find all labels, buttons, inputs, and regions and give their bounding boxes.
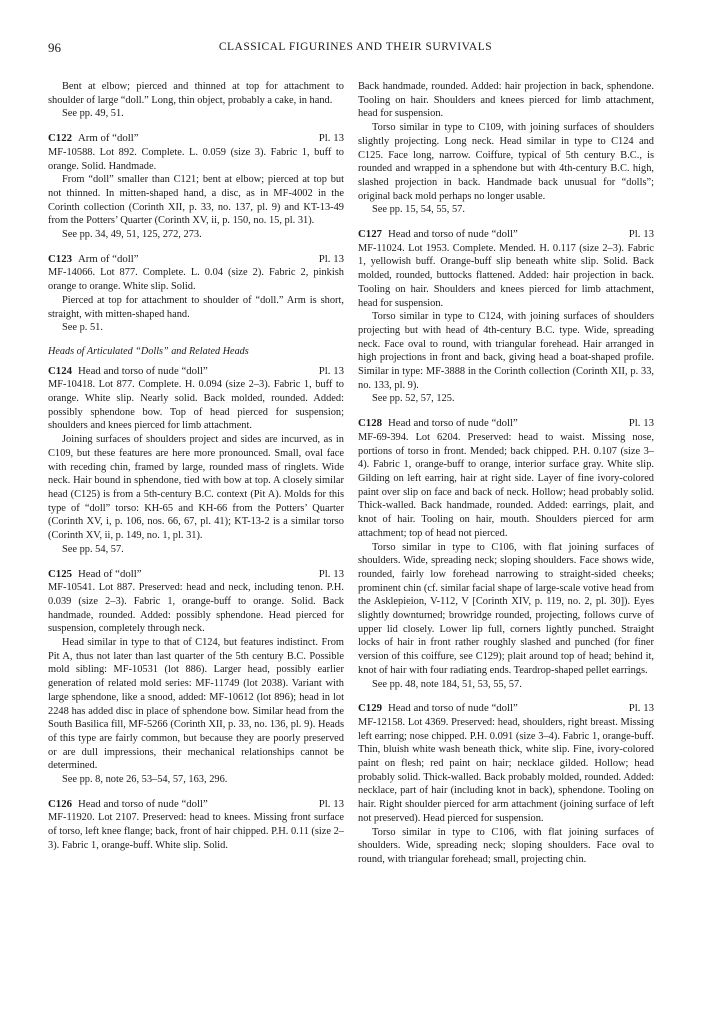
catalog-number: C128 <box>358 417 382 430</box>
plate-reference: Pl. 13 <box>318 252 344 265</box>
entry-heading-c128 <box>358 417 654 431</box>
entry-heading-c125 <box>48 568 344 582</box>
continuation-text: Bent at elbow; pierced and thinned at top for attachment to shoulder of large “doll.” Long, thin object, probably a cake, in hand. <box>48 81 344 106</box>
entry-title: Arm of “doll” <box>78 132 139 145</box>
catalog-number: C127 <box>358 228 382 241</box>
entry-heading-c126 <box>48 798 344 812</box>
entry-description: Torso similar in type to C109, with joining surfaces of shoulders slightly projecting. Long neck. Head similar in type to C124 and C125. Face long, narrow. Coiffure, typical of 5th century B.C., is rounded and wrapped in a sphendone but with 4th-century B.C. high, slashed projection in back. Handmade back unusual for “dolls”; original back mold perhaps no longer usable. <box>358 122 654 202</box>
section-heading: Heads of Articulated “Dolls” and Related Heads <box>48 345 249 357</box>
entry-data: MF-14066. Lot 877. Complete. L. 0.04 (size 2). Fabric 2, pinkish orange to orange. White slip. Solid. <box>48 267 344 293</box>
entry-description: Head similar in type to that of C124, but features indistinct. From Pit A, thus not later than last quarter of the 5th century B.C. Possible mold sibling: MF-10531 (lot 886). Larger head, possibly earlier generation of related mold series: MF-11749 (lot 2038). Variant with large sphendone, like a snood, added: MF-10612 (lot 896); head in lot 2248 has added disc in place of sphendone bow. Similar head from the South Basilica fill, MF-5266 (Corinth XII, p. 33, no. 136, pl. 9). Heads of this type are fairly common, but because they are poorly preserved or are dull impressions, their mechanical relationships cannot be determined. <box>48 637 344 772</box>
see-reference: See p. 51. <box>62 322 103 334</box>
entry-data: MF-69-394. Lot 6204. Preserved: head to waist. Missing nose, portions of torso in front. Mended; back chipped. P.H. 0.107 (size 3–4). Fabric 1, orange-buff to orange, interior surface gray. White slip. Gilding on left earring, hair at right side. Layer of fine ivory-colored paint over slip on face and back of neck. Hollow; head probably solid. Thick-walled. Back handmade, rounded. Added: earrings, plait, and knot of hair. Tooling on hair, mouth. Shoulders pierced for arm attachment; top of head not pierced. <box>358 431 654 539</box>
entry-data: MF-11024. Lot 1953. Complete. Mended. H. 0.117 (size 2–3). Fabric 1, yellowish buff. Orange-buff slip beneath white slip. Solid. Back molded, rounded, buttocks flattened. Added: hair projection in back. Tooling on hair. Shoulders and knees pierced for limb attachment, head for suspension. <box>358 242 654 309</box>
catalog-number: C125 <box>48 567 72 580</box>
entry-title: Head and torso of nude “doll” <box>78 797 208 810</box>
entry-title: Head and torso of nude “doll” <box>388 702 518 715</box>
plate-reference: Pl. 13 <box>318 132 344 145</box>
entry-title: Head of “doll” <box>78 567 142 580</box>
entry-description: Torso similar in type to C124, with joining surfaces of shoulders projecting but with head of 4th-century B.C. type. Wide, spreading neck. Face oval to round, with triangular forehead. Hair arranged in high projections in front and back, giving head a boat-shaped profile. Similar in type: MF-3888 in the Corinth collection (Corinth XII, p. 33, no. 133, pl. 9). <box>358 311 654 391</box>
catalog-number: C124 <box>48 364 72 377</box>
entry-data: MF-10418. Lot 877. Complete. H. 0.094 (size 2–3). Fabric 1, buff to orange. White slip. Nearly solid. Back molded, rounded. Added: possibly sphendone bow. Top of head pierced for suspension; shoulders and knees pierced for limb attachment. <box>48 379 344 432</box>
entry-heading-c123 <box>48 253 344 267</box>
entry-heading-c122 <box>48 132 344 146</box>
running-title: CLASSICAL FIGURINES AND THEIR SURVIVALS <box>218 41 493 53</box>
page-header <box>48 40 663 60</box>
plate-reference: Pl. 13 <box>318 567 344 580</box>
entry-title: Arm of “doll” <box>78 252 139 265</box>
see-reference: See pp. 54, 57. <box>62 543 124 555</box>
entry-title: Head and torso of nude “doll” <box>78 364 208 377</box>
entry-description: From “doll” smaller than C121; bent at elbow; pierced at top but not thinned. In mitten-shaped hand, a disc, as in MF-4002 in the Corinth collection (Corinth XII, p. 33, no. 137, pl. 9) and KT-13-49 from the Potters’ Quarter (Corinth XV, ii, p. 150, no. 15, pl. 31). <box>48 174 344 227</box>
catalog-number: C122 <box>48 132 72 145</box>
entry-heading-c129 <box>358 702 654 716</box>
see-reference: See pp. 49, 51. <box>62 108 124 120</box>
see-reference: See pp. 15, 54, 55, 57. <box>372 204 465 216</box>
entry-description: Torso similar in type to C106, with flat joining surfaces of shoulders. Wide, spreading neck; sloping shoulders. Face oval to round, with triangular forehead; small, projecting chin. <box>358 826 654 865</box>
entry-data: MF-10588. Lot 892. Complete. L. 0.059 (size 3). Fabric 1, buff to orange. Solid. Handmade. <box>48 146 344 172</box>
catalog-number: C129 <box>358 702 382 715</box>
page-number: 96 <box>48 40 61 55</box>
plate-reference: Pl. 13 <box>318 364 344 377</box>
left-column <box>48 80 344 853</box>
entry-heading-c124 <box>48 365 344 379</box>
entry-description: Pierced at top for attachment to shoulder of “doll.” Arm is short, straight, with mitten-shaped hand. <box>48 294 344 320</box>
entry-title: Head and torso of nude “doll” <box>388 417 518 430</box>
entry-heading-c127 <box>358 228 654 242</box>
continuation-text: Back handmade, rounded. Added: hair projection in back, sphendone. Tooling on hair. Shoulders and knees pierced for limb attachment, head for suspension. <box>358 81 654 120</box>
see-reference: See pp. 34, 49, 51, 125, 272, 273. <box>62 229 202 241</box>
see-reference: See pp. 8, note 26, 53–54, 57, 163, 296. <box>62 774 228 786</box>
entry-data: MF-12158. Lot 4369. Preserved: head, shoulders, right breast. Missing left earring; nose chipped. P.H. 0.091 (size 3–4). Fabric 1, orange-buff. Thin, bluish white wash beneath thick, white slip. Fine, ivory-colored paint on flesh; red paint on hair; necklace gilded. Hollow; head probably solid. Thick-walled. Back probably molded, rounded. Added: necklace, part of hair (including knot in back), sphendone. Tooling on hair. Right shoulder pierced for arm attachment (joining surface of left not preserved). Head pierced for suspension. <box>358 716 654 824</box>
see-reference: See pp. 48, note 184, 51, 53, 55, 57. <box>372 678 522 690</box>
catalog-number: C123 <box>48 252 72 265</box>
plate-reference: Pl. 13 <box>628 228 654 241</box>
right-column <box>358 80 654 867</box>
entry-description: Torso similar in type to C106, with flat joining surfaces of shoulders. Wide, spreading neck; sloping shoulders. Face shows wide, rounded, fairly low forehead narrowing to straight-sided cheeks; prominent chin (cf. similar facial shape of large-scale votive head from the Asklepieion, V-112, V [Corinth XIV, p. 119, no. 2, pl. 30]). Eyes slightly downturned; browridge rounded, projecting, follows curve of upper lid closely. Lower lip full, corners lightly punched. Straight locks of hair in front rather roughly slashed and punched (for finer version of this coiffure, see C129); plait around top of head; behind it, knot of hair with four radiating ends. Teardrop-shaped pellet earrings. <box>358 541 654 676</box>
see-reference: See pp. 52, 57, 125. <box>372 393 455 405</box>
catalog-number: C126 <box>48 797 72 810</box>
entry-description: Joining surfaces of shoulders project and sides are incurved, as in C109, but these features are here more pronounced. Small, oval face with receding chin, framed by large, rounded mass of ringlets. Wide neck. Hair bound in sphendone, tied with bow at top. A closely similar head (C125) is from a 5th-century B.C. context (Pit A). Molds for this type of “doll” torso: KH-65 and KH-66 from the Potters’ Quarter (Corinth XV, i, p. 106, nos. 66, 67, pl. 41); KT-13-2 is a similar torso (Corinth XV, ii, p. 149, no. 1, pl. 31). <box>48 434 344 542</box>
entry-data: MF-10541. Lot 887. Preserved: head and neck, including tenon. P.H. 0.039 (size 2–3). Fabric 1, orange-buff to orange. Solid. Back handmade, rounded. Added: possibly sphendone. Head pierced for suspension, completely through neck. <box>48 582 344 635</box>
entry-data: MF-11920. Lot 2107. Preserved: head to knees. Missing front surface of torso, left knee flange; back, front of hair chipped. P.H. 0.11 (size 2–3). Fabric 1, orange-buff. White slip. Solid. <box>48 812 344 851</box>
plate-reference: Pl. 13 <box>628 702 654 715</box>
plate-reference: Pl. 13 <box>628 417 654 430</box>
entry-title: Head and torso of nude “doll” <box>388 228 518 241</box>
plate-reference: Pl. 13 <box>318 797 344 810</box>
